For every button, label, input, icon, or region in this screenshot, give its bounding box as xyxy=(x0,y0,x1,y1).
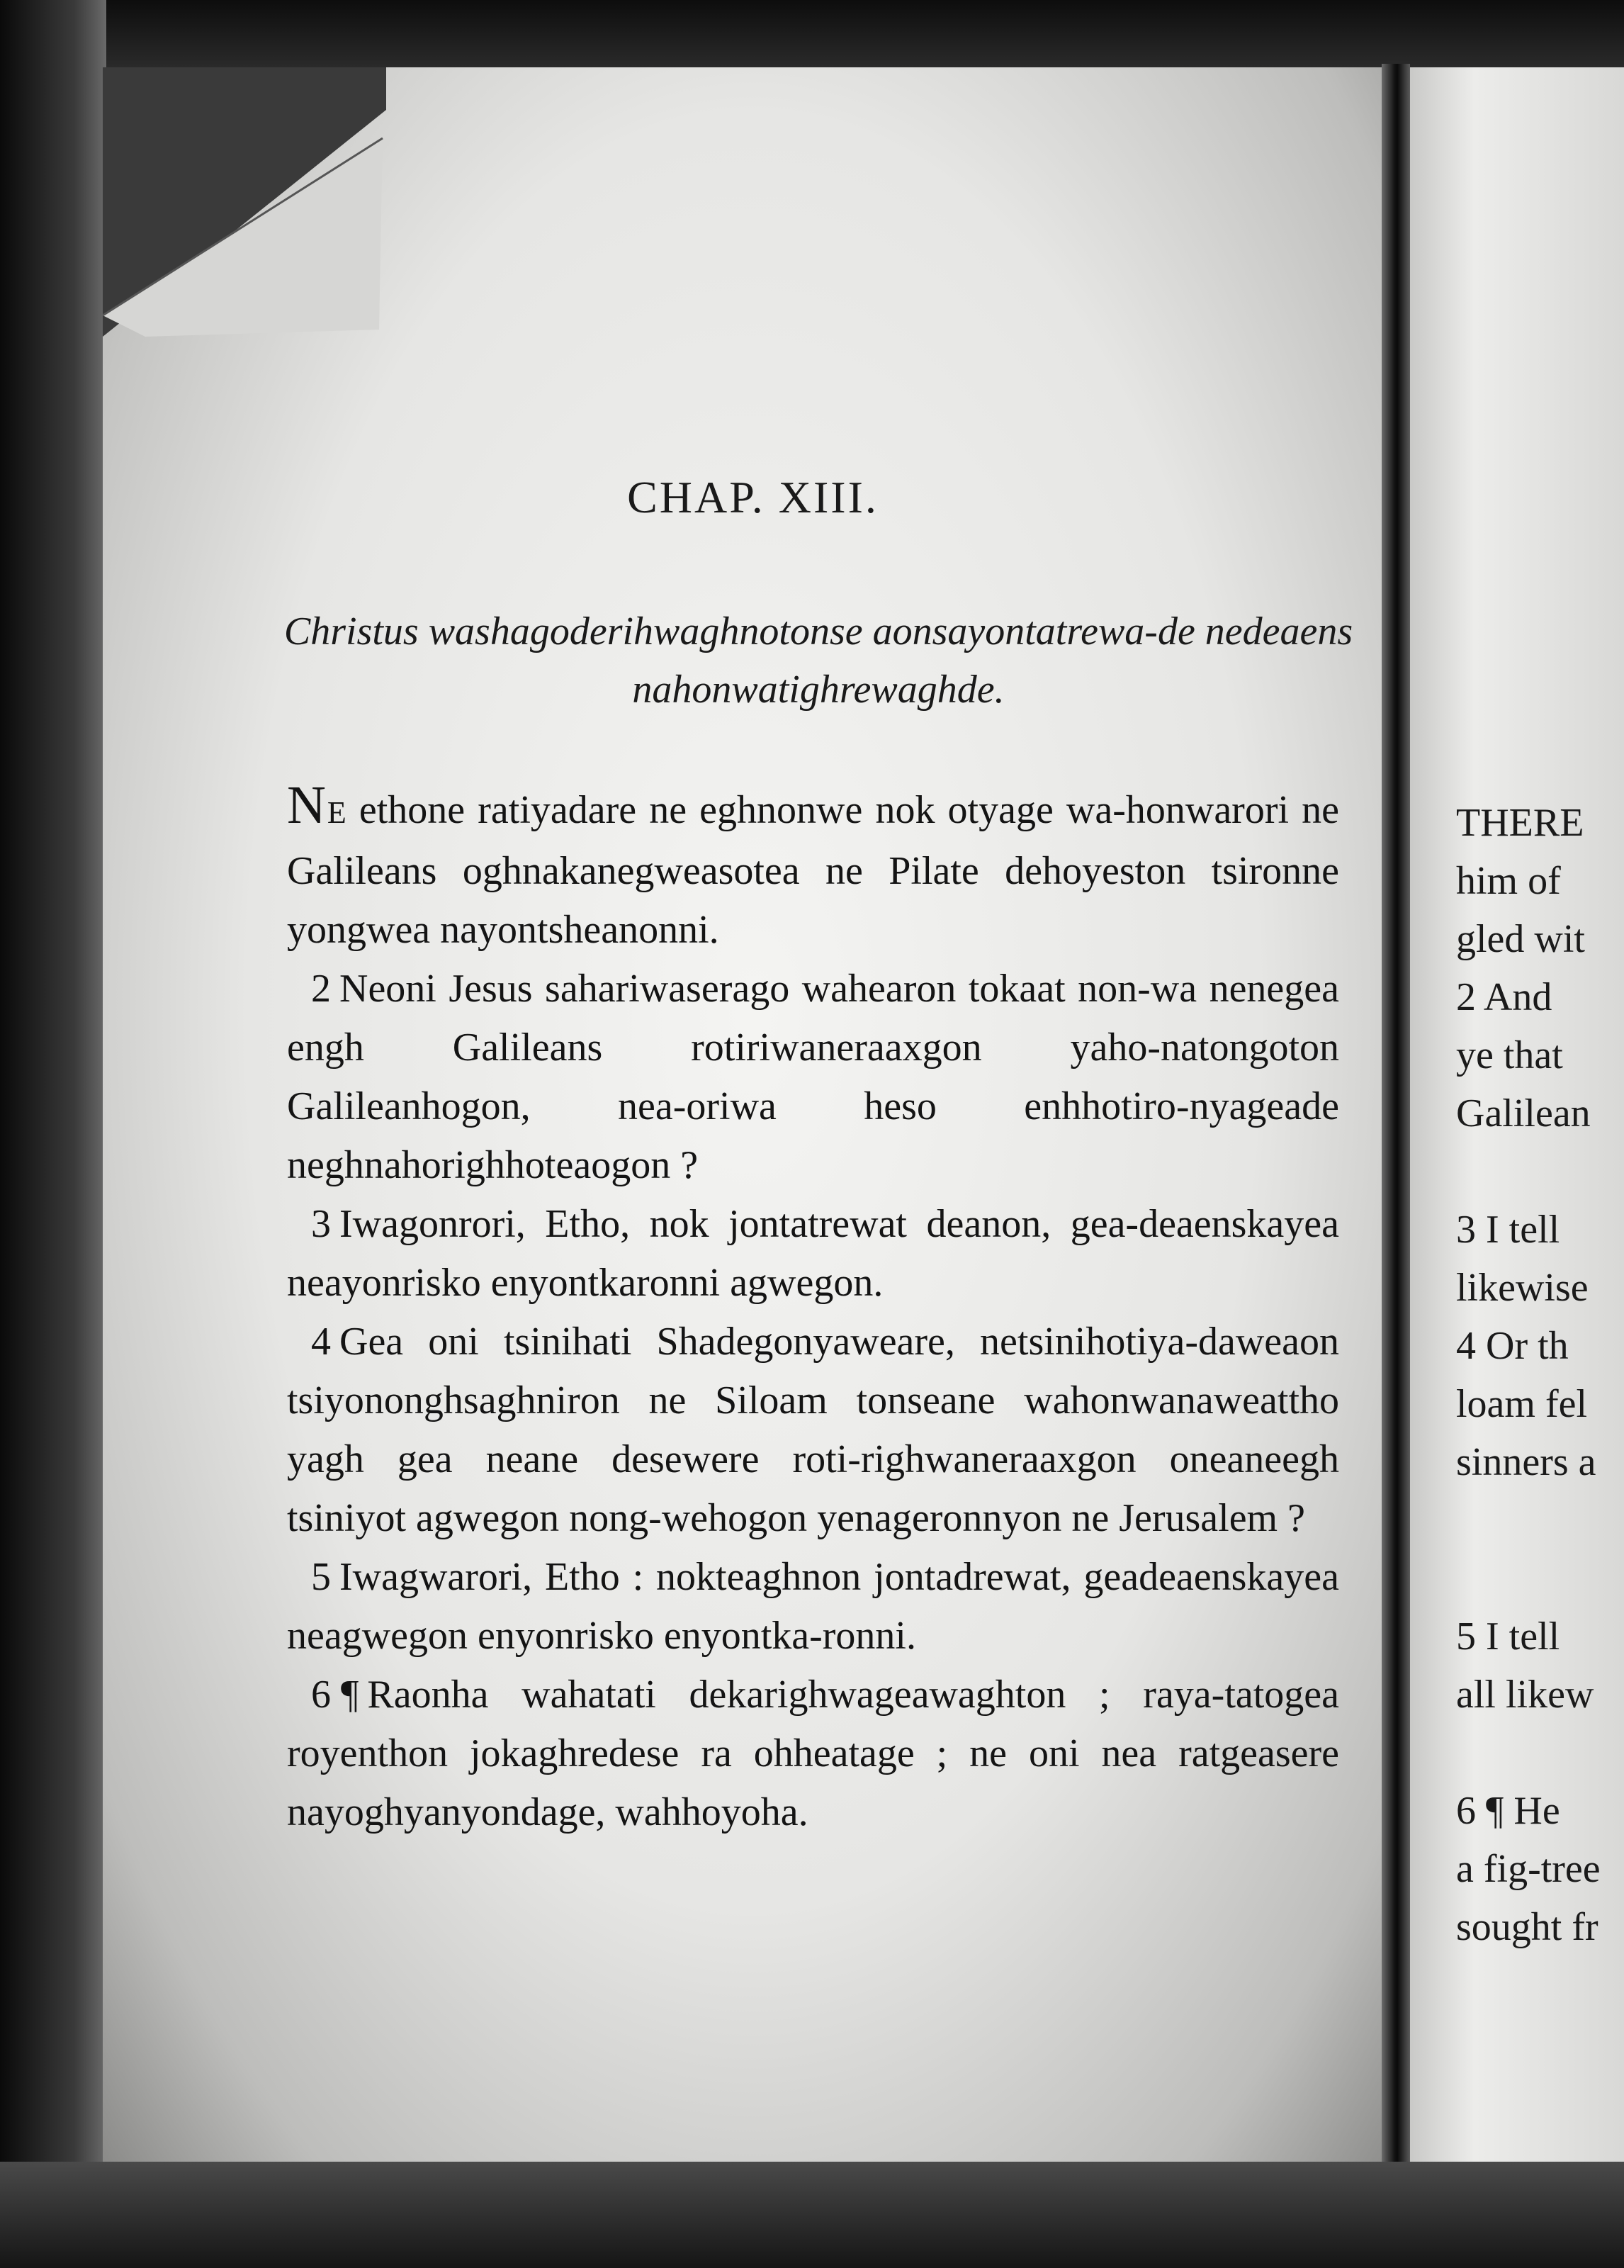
verse-number: 2 xyxy=(311,967,331,1011)
verse-text: Iwagwarori, Etho : nokteaghnon jontadrewat, geadeaenskayea neagwegon enyonrisko enyontka-ronni. xyxy=(287,1555,1339,1658)
book-gutter xyxy=(1382,64,1410,2176)
facing-page-line xyxy=(1456,1143,1624,1201)
verse-text: ethone ratiyadare ne eghnonwe nok otyage wa-honwarori ne Galileans oghnakanegweasotea ne Pilate dehoyeston tsironne yongwea nayontsheanonni. xyxy=(287,788,1339,952)
facing-page-line: sinners a xyxy=(1456,1440,1596,1484)
verse-number: 4 xyxy=(311,1320,331,1364)
verse xyxy=(287,1195,1339,1313)
facing-page-line: 3 I tell xyxy=(1456,1208,1560,1252)
facing-page-line: likewise xyxy=(1456,1266,1589,1310)
verse-number: 3 xyxy=(311,1202,331,1246)
facing-page-line: 4 Or th xyxy=(1456,1324,1569,1368)
facing-page-line: Galilean xyxy=(1456,1091,1591,1135)
chapter-summary: Christus washagoderihwaghnotonse aonsayontatrewa-de nedeaens nahonwatighrewaghde. xyxy=(283,610,1353,712)
facing-page-text xyxy=(1456,794,1624,1956)
scan-border-top xyxy=(0,0,1624,67)
scan-border-bottom xyxy=(0,2162,1624,2268)
verse-initial-smallcap: E xyxy=(327,795,346,830)
verse-text: Neoni Jesus sahariwaserago wahearon tokaat non-wa nenegea engh Galileans rotiriwaneraaxgon yaho-natongoton Galileanhogon, nea-oriwa heso enhhotiro-nyageade neghnahorighhoteaogon ? xyxy=(287,967,1339,1187)
facing-page-line: a fig-tree xyxy=(1456,1847,1601,1891)
verse xyxy=(287,1666,1339,1842)
chapter-title: CHAP. XIII. xyxy=(627,472,879,522)
verse xyxy=(287,776,1339,960)
facing-page-line: him of xyxy=(1456,859,1561,903)
verse xyxy=(287,960,1339,1195)
facing-page-line xyxy=(1456,1491,1624,1549)
facing-page-line: loam fel xyxy=(1456,1382,1588,1426)
verse xyxy=(287,1548,1339,1666)
facing-page-line: ye that xyxy=(1456,1033,1563,1077)
verse-text: Gea oni tsinihati Shadegonyaweare, netsinihotiya-daweaon tsiyononghsaghniron ne Siloam tonseane wahonwanaweattho yagh gea neane desewere roti-righwaneraaxgon oneaneegh tsiniyot agwegon nong-wehogon yenageronnyon ne Jerusalem ? xyxy=(287,1320,1339,1540)
facing-page-line: sought fr xyxy=(1456,1905,1598,1949)
facing-page-line xyxy=(1456,1724,1624,1782)
verse-number: 5 xyxy=(311,1555,331,1599)
facing-page-line xyxy=(1456,1549,1624,1607)
scan-border-left xyxy=(0,0,106,2268)
facing-page-line: THERE xyxy=(1456,801,1584,845)
facing-page-line: 2 And xyxy=(1456,975,1552,1019)
verse xyxy=(287,1313,1339,1548)
verse-number: 6 ¶ xyxy=(311,1673,359,1717)
facing-page-line: 5 I tell xyxy=(1456,1615,1560,1658)
verse-text: Iwagonrori, Etho, nok jontatrewat deanon, gea-deaenskayea neayonrisko enyontkaronni agwegon. xyxy=(287,1202,1339,1305)
facing-page-line: all likew xyxy=(1456,1673,1594,1717)
folded-corner xyxy=(103,67,386,337)
facing-page-line: gled wit xyxy=(1456,917,1585,961)
facing-page-line: 6 ¶ He xyxy=(1456,1789,1560,1833)
verse-text: Raonha wahatati dekarighwageawaghton ; raya-tatogea royenthon jokaghredese ra ohheatage ; ne oni nea ratgeasere nayoghyanyondage, wahhoyoha. xyxy=(287,1673,1339,1834)
verse-initial: N xyxy=(287,775,327,835)
verse-list xyxy=(287,776,1339,1842)
